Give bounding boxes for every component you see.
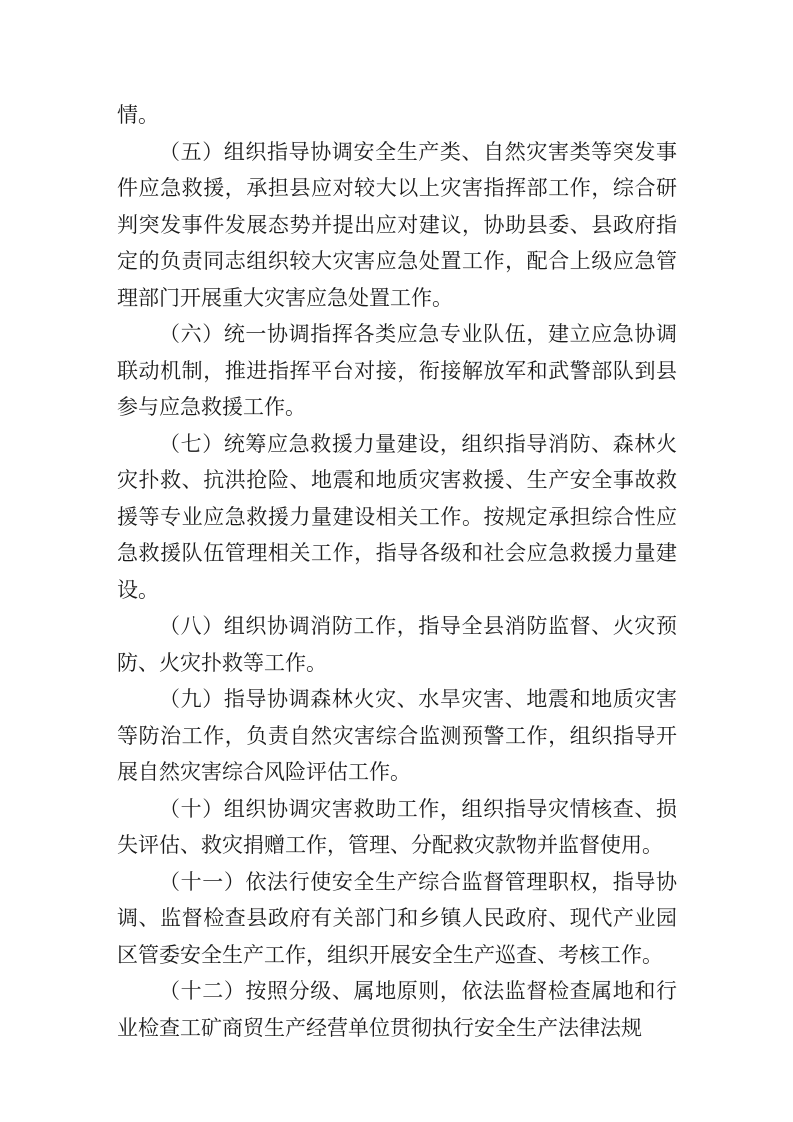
document-body <box>117 97 677 1046</box>
paragraph-item-10: （十）组织协调灾害救助工作，组织指导灾情核查、损失评估、救灾捐赠工作，管理、分配救灾款物并监督使用。 <box>117 796 677 857</box>
paragraph-item-12: （十二）按照分级、属地原则，依法监督检查属地和行业检查工矿商贸生产经营单位贯彻执行安全生产法律法规 <box>117 979 677 1040</box>
paragraph-item-7: （七）统筹应急救援力量建设，组织指导消防、森林火灾扑救、抗洪抢险、地震和地质灾害救援、生产安全事故救援等专业应急救援力量建设相关工作。按规定承担综合性应急救援队伍管理相关工作，指导各级和社会应急救援力量建设。 <box>117 431 677 602</box>
paragraph-item-8: （八）组织协调消防工作，指导全县消防监督、火灾预防、火灾扑救等工作。 <box>117 614 677 675</box>
paragraph-item-9: （九）指导协调森林火灾、水旱灾害、地震和地质灾害等防治工作，负责自然灾害综合监测预警工作，组织指导开展自然灾害综合风险评估工作。 <box>117 687 677 784</box>
paragraph-item-5: （五）组织指导协调安全生产类、自然灾害类等突发事件应急救援，承担县应对较大以上灾害指挥部工作，综合研判突发事件发展态势并提出应对建议，协助县委、县政府指定的负责同志组织较大灾害应急处置工作，配合上级应急管理部门开展重大灾害应急处置工作。 <box>117 139 677 310</box>
paragraph-continuation: 情。 <box>117 103 159 127</box>
paragraph-item-11: （十一）依法行使安全生产综合监督管理职权，指导协调、监督检查县政府有关部门和乡镇人民政府、现代产业园区管委安全生产工作，组织开展安全生产巡查、考核工作。 <box>117 869 677 967</box>
paragraph-item-6: （六）统一协调指挥各类应急专业队伍，建立应急协调联动机制，推进指挥平台对接，衔接解放军和武警部队到县参与应急救援工作。 <box>117 322 677 419</box>
